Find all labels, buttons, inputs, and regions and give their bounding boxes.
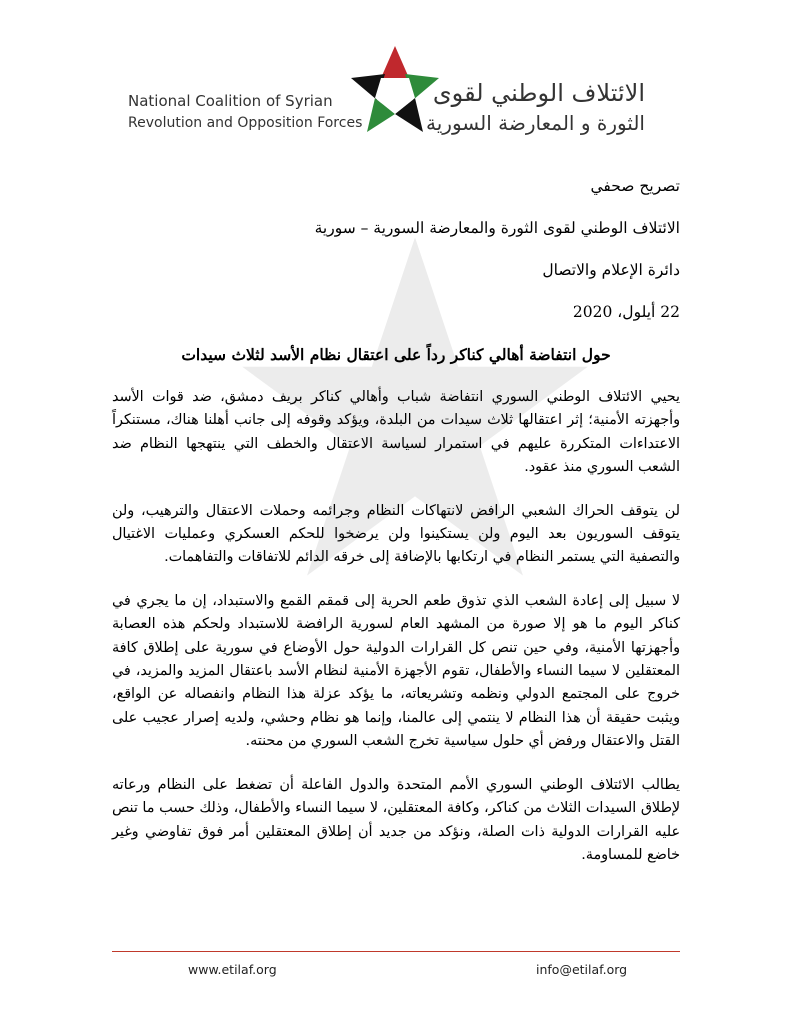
document-title: حول انتفاضة أهالي كناكر رداً على اعتقال نظام الأسد لثلاث سيدات bbox=[181, 345, 611, 364]
paragraph-4: يطالب الائتلاف الوطني السوري الأمم المتحدة والدول الفاعلة أن تضغط على النظام ورعاته لإطلاق السيدات الثلاث من كناكر، وكافة المعتقلين، لا سيما النساء والأطفال، وذلك حسب ما تنص عليه القرارات الدولية ذات الصلة، ونؤكد من جديد أن إطلاق المعتقلين أمر فوق تفاوضي وغير خاضع للمساومة. bbox=[112, 776, 680, 863]
english-name-line2: Revolution and Opposition Forces bbox=[128, 115, 363, 131]
paragraph-3: لا سبيل إلى إعادة الشعب الذي تذوق طعم الحرية إلى قمقم القمع والاستبداد، إن ما يجري في كناكر اليوم ما هو إلا صورة من المشهد العام لسورية الرافضة للاستبداد ولحكم هذه العصابة وأجهزتها الأمنية، وفي حين تنص كل القرارات الدولية حول الأوضاع في سورية على إطلاق كافة المعتقلين لا سيما النساء والأطفال، تقوم الأجهزة الأمنية لنظام الأسد باعتقال المزيد والمزيد، في خروج على المجتمع الدولي ونظمه وتشريعاته، ما يؤكد عزلة هذا النظام وانفصاله عن الواقع، ويثبت حقيقة أن هذا النظام لا ينتمي إلى عالمنا، وإنما هو نظام وحشي، ولديه إصرار عجيب على القتل والاعتقال ورفض أي حلول سياسية تخرج الشعب السوري من محنته. bbox=[112, 592, 680, 750]
arabic-name-line2: الثورة و المعارضة السورية bbox=[426, 111, 645, 135]
footer-website-link[interactable]: www.etilaf.org bbox=[188, 962, 277, 977]
arabic-name-line1: الائتلاف الوطني لقوى bbox=[432, 79, 645, 107]
paragraph-2: لن يتوقف الحراك الشعبي الرافض لانتهاكات النظام وجرائمه وحملات الاعتقال والترهيب، ولن يتوقف السوريون بعد اليوم ولن يستكينوا ولن يرضخوا للحكم العسكري وعمليات الاغتيال والتصفية التي يستمر النظام في ارتكابها بالإضافة إلى خرقه الدائم للاتفاقات والتفاهمات. bbox=[112, 502, 680, 566]
paragraph-1: يحيي الائتلاف الوطني السوري انتفاضة شباب وأهالي كناكر بريف دمشق، ضد قوات الأسد وأجهزته الأمنية؛ إثر اعتقالها ثلاث سيدات من البلدة، ويؤكد وقوفه إلى جانب أهلنا هناك، مستنكراً الاعتداءات المتكررة عليهم في استمرار لسياسة الاعتقال والخطف التي ينتهجها النظام ضد الشعب السوري منذ عقود. bbox=[112, 389, 680, 476]
document-body bbox=[112, 176, 680, 887]
arabic-organization-name bbox=[426, 78, 645, 138]
english-name-line1: National Coalition of Syrian bbox=[128, 92, 333, 110]
footer-divider bbox=[112, 951, 680, 952]
document-date: 22 أيلول، 2020 bbox=[572, 303, 680, 321]
document-type: تصريح صحفي bbox=[590, 177, 680, 195]
english-organization-name bbox=[128, 90, 362, 134]
organization-line: الائتلاف الوطني لقوى الثورة والمعارضة السورية – سورية bbox=[314, 219, 680, 237]
department-line: دائرة الإعلام والاتصال bbox=[542, 261, 680, 279]
footer-email-link[interactable]: info@etilaf.org bbox=[536, 962, 628, 977]
